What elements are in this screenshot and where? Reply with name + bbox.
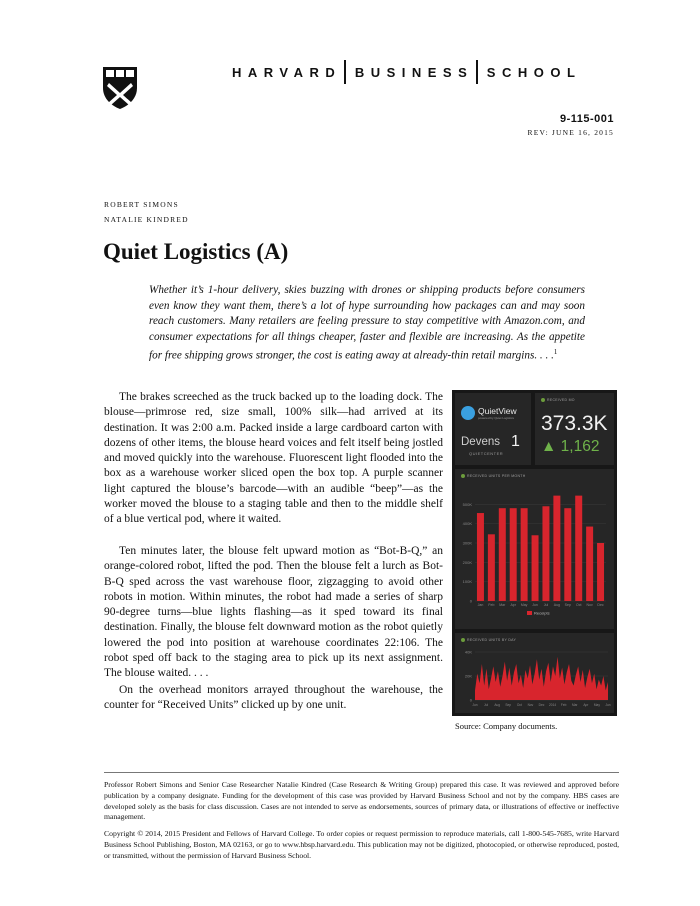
case-title: Quiet Logistics (A)	[103, 239, 289, 264]
x-tick-label: 2014	[549, 703, 557, 707]
center-name: Devens	[461, 436, 500, 448]
x-tick-label: Dec	[538, 703, 545, 707]
monthly-chart-panel	[455, 469, 614, 629]
area-series	[475, 657, 608, 700]
quietview-dashboard-image	[452, 390, 617, 716]
school-word-school: SCHOOL	[486, 64, 582, 80]
revision-date: REV: JUNE 16, 2015	[527, 128, 614, 137]
status-dot-icon	[541, 398, 545, 402]
center-label: QUIETCENTER	[469, 451, 504, 456]
x-tick-label: Mar	[499, 603, 506, 607]
x-tick-label: Nov	[527, 703, 534, 707]
received-total: 373.3K	[541, 412, 608, 435]
received-stat-panel	[535, 393, 614, 465]
y-tick-label: 20K	[464, 673, 472, 679]
footer-preparation-note: Professor Robert Simons and Senior Case Researcher Natalie Kindred (Case Research & Writing Group) prepared this case. It was reviewed and approved before publication by a company designate. Funding for the development of this case was provided by Harvard Business School and not by the company. HBS cases are developed solely as the basis for class discussion. Cases are not intended to serve as endorsements, sources of primary data, or illustrations of effective or ineffective management.	[104, 780, 619, 822]
y-tick-label: 0	[469, 697, 472, 703]
harvard-shield-logo	[102, 66, 138, 110]
x-tick-label: Feb	[560, 703, 567, 707]
y-tick-label: 0	[469, 598, 472, 604]
x-tick-label: Nov	[586, 603, 593, 607]
body-paragraph: Ten minutes later, the blouse felt upward motion as “Bot-B-Q,” an orange-colored robot, lifted the pod. Then the blouse felt a lurch as Bot-B-Q sped across the vast warehouse floor, zigzagging to avoid other robots in motion. Within minutes, the robot had made a series of sharp 90-degree turns—blue lights flashing—as it sped toward its final destination. Finally, the blouse felt downward motion as the robot quietly lowered the pod into position at warehouse coordinates 22:106. The robot sped off back to the staging area to pick up its next assignment. The blouse waited. . . .	[104, 545, 443, 680]
x-tick-label: May	[520, 603, 528, 607]
footer-divider	[104, 772, 619, 773]
stat-panel-title	[541, 398, 575, 402]
footer-copyright-note: Copyright © 2014, 2015 President and Fellows of Harvard College. To order copies or request permission to reproduce materials, call 1-800-545-7685, write Harvard Business School Publishing, Boston, MA 02163, or go to www.hbsp.harvard.edu. This publication may not be digitized, photocopied, or otherwise reproduced, posted, or transmitted, without the permission of Harvard Business School.	[104, 829, 619, 860]
y-tick-label: 100K	[462, 579, 472, 585]
author-name: ROBERT SIMONS	[104, 200, 179, 209]
x-tick-label: Dec	[597, 603, 604, 607]
school-word-business: BUSINESS	[354, 64, 474, 80]
status-dot-icon	[461, 474, 465, 478]
x-tick-label: Jul	[484, 703, 489, 707]
header-divider	[476, 60, 478, 84]
school-word-harvard: HARVARD	[232, 64, 342, 80]
chart-title: RECEIVED UNITS PER MONTH	[467, 474, 526, 478]
x-tick-label: Sep	[505, 703, 512, 707]
author-name: NATALIE KINDRED	[104, 215, 189, 224]
stat-title: RECEIVED MO	[547, 398, 575, 402]
x-tick-label: Oct	[516, 703, 522, 707]
school-header	[232, 63, 622, 81]
chart-title: RECEIVED UNITS BY DAY	[467, 638, 517, 642]
bar	[532, 535, 539, 601]
bar	[575, 496, 582, 601]
legend-label: Receipts	[534, 610, 550, 616]
x-tick-label: Jun	[472, 703, 478, 707]
daily-area-chart	[455, 642, 614, 713]
epigraph-text: Whether it’s 1-hour delivery, skies buzzing with drones or shipping products before consumers even know they want them, there’s a lot of hype surrounding how packages can and may soon reach customers. Many retailers are feeling pressure to stay competitive with Amazon.com, and consumer expectations for all things cheaper, faster and flexible are increasing. As the appetite for free shipping grows stronger, the cost is eating away at already-thin retail margins. . . .	[149, 284, 585, 362]
bar	[510, 508, 517, 601]
y-tick-label: 40K	[464, 649, 472, 655]
monthly-chart-title	[461, 474, 526, 478]
monthly-bar-chart	[455, 479, 614, 629]
bar	[488, 534, 495, 601]
x-tick-label: Jun	[605, 703, 611, 707]
bar	[499, 508, 506, 601]
body-paragraph: On the overhead monitors arrayed throughout the warehouse, the counter for “Received Units” clicked up by one unit.	[104, 684, 443, 712]
bar	[542, 506, 549, 601]
bar	[564, 508, 571, 601]
x-tick-label: Apr	[510, 603, 516, 607]
x-tick-label: May	[593, 703, 600, 707]
center-number: 1	[511, 433, 520, 450]
x-tick-label: Apr	[583, 703, 589, 707]
x-tick-label: Jan	[477, 603, 484, 607]
quietview-logo-icon	[461, 406, 475, 420]
x-tick-label: Oct	[575, 603, 582, 607]
header-divider	[344, 60, 346, 84]
x-tick-label: Jul	[543, 603, 549, 607]
body-paragraph: The brakes screeched as the truck backed up to the loading dock. The blouse—primrose red, size small, 100% silk—had arrived at its destination. It was 2:00 a.m. Packed inside a large cardboard carton with dozens of other items, the blouse heard voices and felt itself being jostled and moved quickly into the warehouse. Fluorescent light flooded into the box as a warehouse worker sliced open the box top. A purple scanner light captured the blouse’s barcode—with an audible “beep”—as the worker moved the blouse to a staging table and then to the middle shelf of a blue vertical pod, where it waited.	[104, 391, 443, 526]
bar	[477, 513, 484, 601]
legend-swatch	[527, 611, 532, 615]
y-tick-label: 300K	[462, 540, 472, 546]
daily-chart-panel	[455, 633, 614, 713]
bar	[597, 543, 604, 601]
quietview-logo-subtitle: powered by Quiet Logistics	[478, 416, 515, 420]
x-tick-label: Aug	[553, 603, 560, 607]
received-increase: ▲ 1,162	[541, 438, 600, 455]
x-tick-label: Aug	[494, 703, 501, 707]
bar	[553, 496, 560, 601]
x-tick-label: Mar	[572, 703, 578, 707]
bar	[521, 508, 528, 601]
y-tick-label: 200K	[462, 559, 472, 565]
y-tick-label: 400K	[462, 521, 472, 527]
figure-source-note: Source: Company documents.	[455, 721, 558, 731]
quietview-logo-text: QuietView	[478, 406, 517, 416]
case-number: 9-115-001	[559, 113, 614, 125]
x-tick-label: Sep	[564, 603, 571, 607]
x-tick-label: Jun	[532, 603, 538, 607]
y-tick-label: 500K	[462, 501, 472, 507]
footnote-marker: 1	[553, 348, 558, 356]
logo-panel	[455, 393, 531, 465]
bar	[586, 527, 593, 601]
x-tick-label: Feb	[488, 603, 495, 607]
epigraph-quote	[149, 283, 585, 364]
